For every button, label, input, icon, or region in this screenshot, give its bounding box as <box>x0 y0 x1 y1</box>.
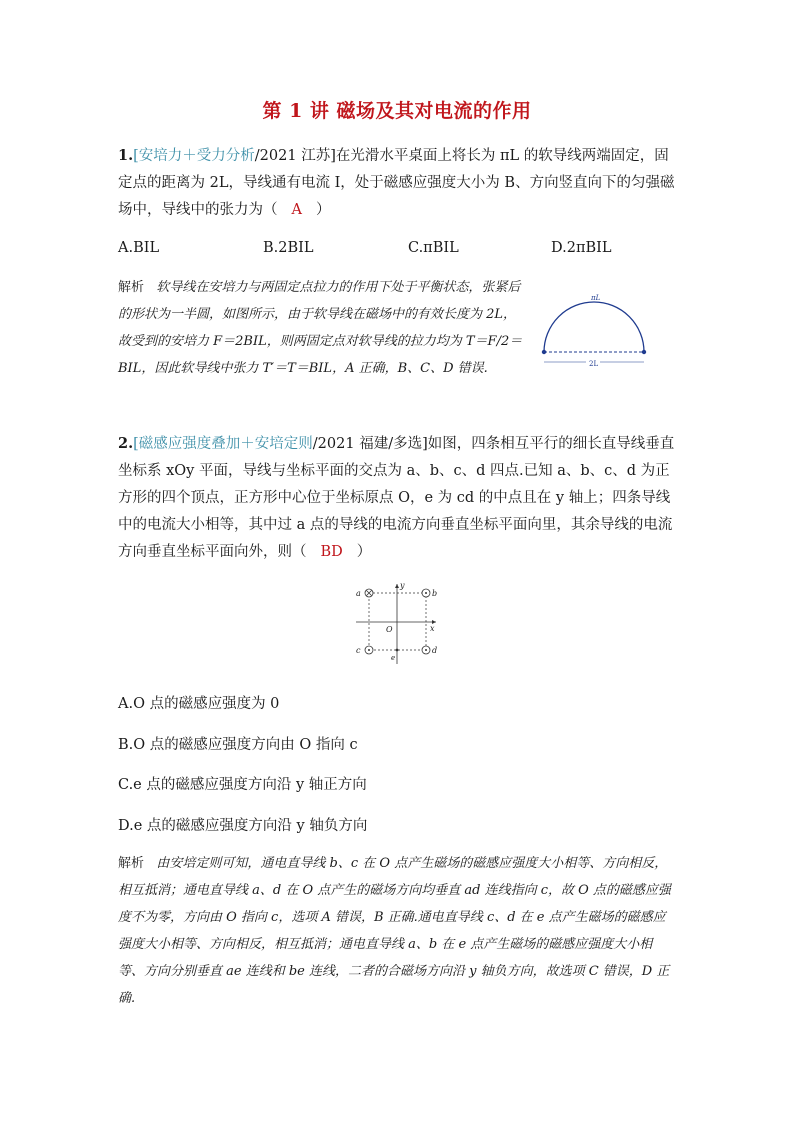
question-1-option-b: B.2BIL <box>263 240 314 256</box>
question-2-option-d: D.e 点的磁感应强度方向沿 y 轴负方向 <box>118 818 368 834</box>
question-1 <box>118 142 676 224</box>
question-1-explanation-text: 软导线在安培力与两固定点拉力的作用下处于平衡状态，张紧后的形状为一半圆，如图所示，由于软导线在磁场中的有效长度为 2L，故受到的安培力 F＝2BIL，则两固定点对软导线的拉力均为 T＝F/2＝BIL，因此软导线中张力 T′＝T＝BIL，A 正确，B、C、D 错误. <box>118 280 523 376</box>
chord-label: 2L <box>589 360 599 368</box>
question-2-close: ） <box>356 544 372 560</box>
question-1-source: /2021 江苏] <box>254 148 336 164</box>
question-1-close: ） <box>315 202 331 218</box>
label-a: a <box>356 589 361 598</box>
question-2 <box>118 430 676 566</box>
question-2-explanation-text: 由安培定则可知，通电直导线 b、c 在 O 点产生磁场的磁感应强度大小相等、方向相反，相互抵消；通电直导线 a、d 在 O 点产生的磁场方向均垂直 ad 连线指向 c，故 O 点的磁感应强度不为零，方向由 O 指向 c，选项 A 错误，B 正确.通电直导线 c、d 在 e 点产生磁场的磁感应强度大小相等、方向相反，相互抵消；通电直导线 a、b 在 e 点产生磁场的磁感应强度大小相等、方向分别垂直 ae 连线和 be 连线，二者的合磁场方向沿 y 轴负方向，故选项 C 错误，D 正确. <box>118 856 671 1006</box>
question-1-tag: [安培力＋受力分析 <box>133 148 255 164</box>
question-2-option-c: C.e 点的磁感应强度方向沿 y 轴正方向 <box>118 777 367 793</box>
label-b: b <box>432 589 438 598</box>
question-2-number: 2. <box>118 435 134 452</box>
label-c: c <box>356 646 361 655</box>
label-y-axis: y <box>400 581 405 590</box>
label-x-axis: x <box>430 624 435 633</box>
question-2-option-b: B.O 点的磁感应强度方向由 O 指向 c <box>118 737 358 753</box>
question-1-option-d: D.2πBIL <box>551 240 612 256</box>
question-1-option-a: A.BIL <box>118 240 160 256</box>
page-title: 第 1 讲 磁场及其对电流的作用 <box>262 100 532 122</box>
question-1-text: 在光滑水平桌面上将长为 πL 的软导线两端固定，固定点的距离为 2L，导线通有电流 I，处于磁感应强度大小为 B、方向竖直向下的匀强磁场中，导线中的张力为（ <box>118 148 675 218</box>
question-1-explanation <box>118 274 528 382</box>
label-e: e <box>391 654 396 662</box>
question-2-answer: BD <box>320 544 343 560</box>
wire-square-figure <box>350 580 446 666</box>
question-2-text: 如图，四条相互平行的细长直导线垂直坐标系 xOy 平面，导线与坐标平面的交点为 a、b、c、d 四点.已知 a、b、c、d 为正方形的四个顶点，正方形中心位于坐标原点 O，e 为 cd 的中点且在 y 轴上；四条导线中的电流大小相等，其中过 a 点的导线的电流方向垂直坐标平面向里，其余导线的电流方向垂直坐标平面向外，则（ <box>118 436 675 560</box>
label-d: d <box>432 646 438 655</box>
question-2-tag: [磁感应强度叠加＋安培定则 <box>133 436 313 452</box>
question-1-answer: A <box>291 202 302 218</box>
question-2-option-a: A.O 点的磁感应强度为 0 <box>118 696 280 712</box>
question-1-explanation-label: 解析 <box>118 280 145 295</box>
label-origin: O <box>386 625 393 634</box>
question-2-explanation-label: 解析 <box>118 856 145 871</box>
question-2-source: /2021 福建/多选] <box>312 436 428 452</box>
question-1-number: 1. <box>118 147 134 164</box>
question-1-option-c: C.πBIL <box>408 240 459 256</box>
arc-label: πL <box>591 294 601 302</box>
question-2-explanation <box>118 850 676 1012</box>
semicircle-figure <box>536 292 652 372</box>
